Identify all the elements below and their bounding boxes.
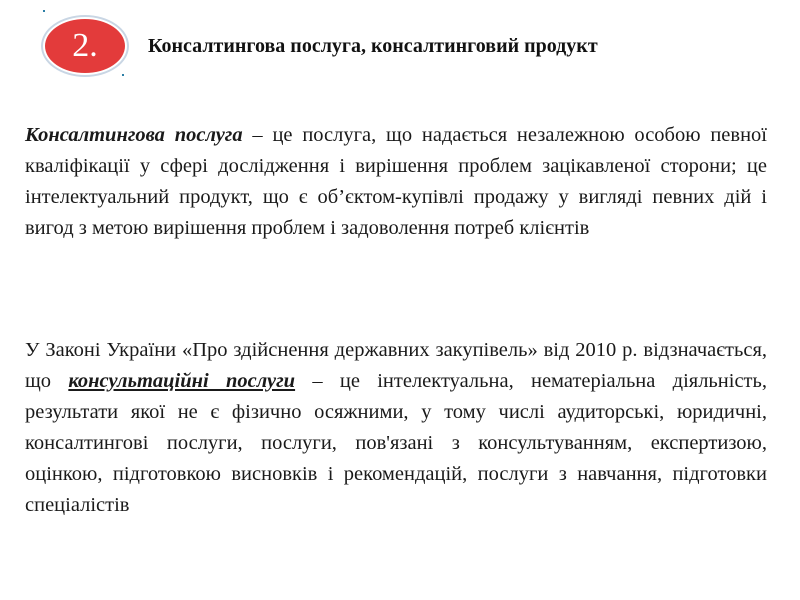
law-text-before: У Законі України «Про здійснення державних закупівель» від 2010 р. відзначається, що [25,338,767,392]
definition-text: – це послуга, що надається незалежною особою певної кваліфікації у сфері дослідження і вирішення проблем зацікавленої сторони; це інтелектуальний продукт, що є об’єктом-купівлі продажу у вигляді певних дій і вигод з метою вирішення проблем і задоволення потреб клієнтів [25,123,767,239]
decorative-dot [43,10,45,12]
decorative-dot [122,74,124,76]
law-term: консультаційні послуги [68,369,296,392]
law-text-after: – це інтелектуальна, нематеріальна діяльність, результати якої не є фізично осяжними, у тому числі аудиторські, юридичні, консалтингові послуги, послуги, пов'язані з консультуванням, експертизою, оцінкою, підготовкою висновків і рекомендацій, послуги з навчання, підготовки спеціалістів [25,369,767,516]
definition-paragraph [25,120,767,244]
defined-term: Консалтингова послуга [25,123,243,146]
slide-title: Консалтингова послуга, консалтинговий продукт [148,35,598,57]
section-number-badge [43,17,127,75]
slide-header [0,0,800,90]
section-number: 2. [72,27,98,64]
law-paragraph [25,335,767,521]
